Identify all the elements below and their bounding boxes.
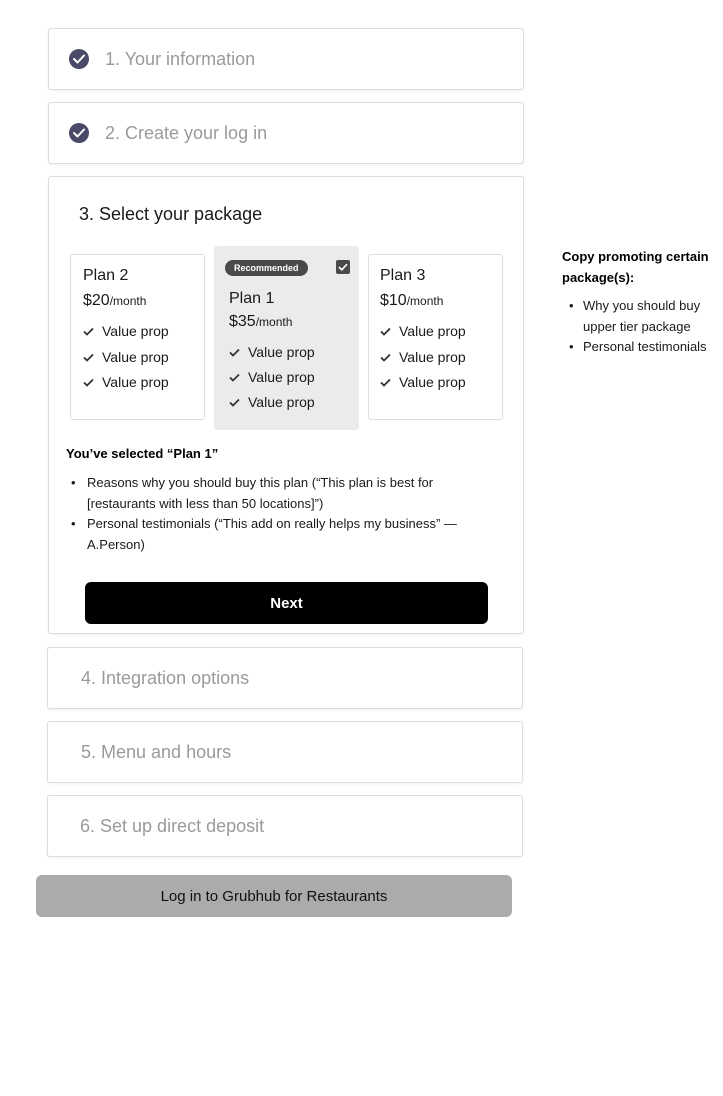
step-3-card [48,176,524,634]
plan-price-period: /month [255,315,293,329]
checkmark-icon [380,353,391,362]
checkmark-icon [83,327,94,336]
checkmark-icon [229,398,240,407]
bullet-text: Reasons why you should buy this plan (“This plan is best for [restaurants with less than 50 locations]”) [87,475,434,511]
step-4-title: 4. Integration options [81,667,250,688]
plan-card-plan-2[interactable] [70,254,205,420]
login-button[interactable]: Log in to Grubhub for Restaurants [36,875,512,917]
plan-price [83,292,146,310]
step-4-card[interactable] [47,647,523,709]
value-prop-label: Value prop [248,344,315,360]
plan-price [380,292,443,310]
checkmark-icon [380,378,391,387]
list-item: • Why you should buy upper tier package [562,296,717,337]
selected-plan-heading: You’ve selected “Plan 1” [66,446,219,461]
value-prop-label: Value prop [102,374,169,390]
step-1-card[interactable] [48,28,524,90]
side-item-text: Personal testimonials [583,339,707,354]
value-prop [83,323,169,339]
recommended-badge: Recommended [225,260,308,276]
value-prop-label: Value prop [248,394,315,410]
plan-price-amount: $20 [83,292,110,309]
step-6-card[interactable] [47,795,523,857]
step-1-title: 1. Your information [105,48,256,69]
plan-price-amount: $35 [229,313,256,330]
value-prop [380,349,466,365]
check-circle-icon [69,49,89,69]
side-annotation [562,246,717,358]
value-prop-label: Value prop [399,374,466,390]
step-6-title: 6. Set up direct deposit [80,815,265,836]
checkmark-icon [380,327,391,336]
plan-name: Plan 2 [83,267,129,284]
plan-name: Plan 3 [380,267,426,284]
plan-card-plan-1[interactable] [214,246,359,430]
checkmark-icon [83,378,94,387]
checkmark-icon [229,348,240,357]
bullet-text: Personal testimonials (“This add on really helps my business” —A.Person) [87,516,457,552]
list-item: • Personal testimonials (“This add on really helps my business” —A.Person) [71,514,496,555]
checkbox-checked-icon[interactable] [336,260,350,274]
plan-name: Plan 1 [229,290,275,307]
selected-plan-details [71,473,496,555]
plan-price-period: /month [406,294,444,308]
side-annotation-list [562,296,717,358]
step-2-title: 2. Create your log in [105,122,268,143]
value-prop [380,374,466,390]
value-prop-label: Value prop [399,323,466,339]
value-prop [83,374,169,390]
side-annotation-heading: Copy promoting certain package(s): [562,249,709,285]
step-5-card[interactable] [47,721,523,783]
next-button[interactable]: Next [85,582,488,624]
value-prop [229,369,315,385]
value-prop [229,394,315,410]
checkmark-icon [83,353,94,362]
step-3-title: 3. Select your package [79,204,263,224]
plan-price [229,313,292,331]
step-2-card[interactable] [48,102,524,164]
list-item: • Personal testimonials [562,337,717,358]
value-prop [380,323,466,339]
value-prop-label: Value prop [102,323,169,339]
value-prop-label: Value prop [248,369,315,385]
plan-price-amount: $10 [380,292,407,309]
step-5-title: 5. Menu and hours [81,741,232,762]
value-prop-label: Value prop [399,349,466,365]
checkmark-icon [229,373,240,382]
value-prop [83,349,169,365]
value-prop-label: Value prop [102,349,169,365]
plan-price-period: /month [109,294,147,308]
check-circle-icon [69,123,89,143]
value-prop [229,344,315,360]
side-item-text: Why you should buy upper tier package [583,298,701,334]
plan-card-plan-3[interactable] [368,254,503,420]
list-item: • Reasons why you should buy this plan (“This plan is best for [restaurants with less than 50 locations]”) [71,473,496,514]
